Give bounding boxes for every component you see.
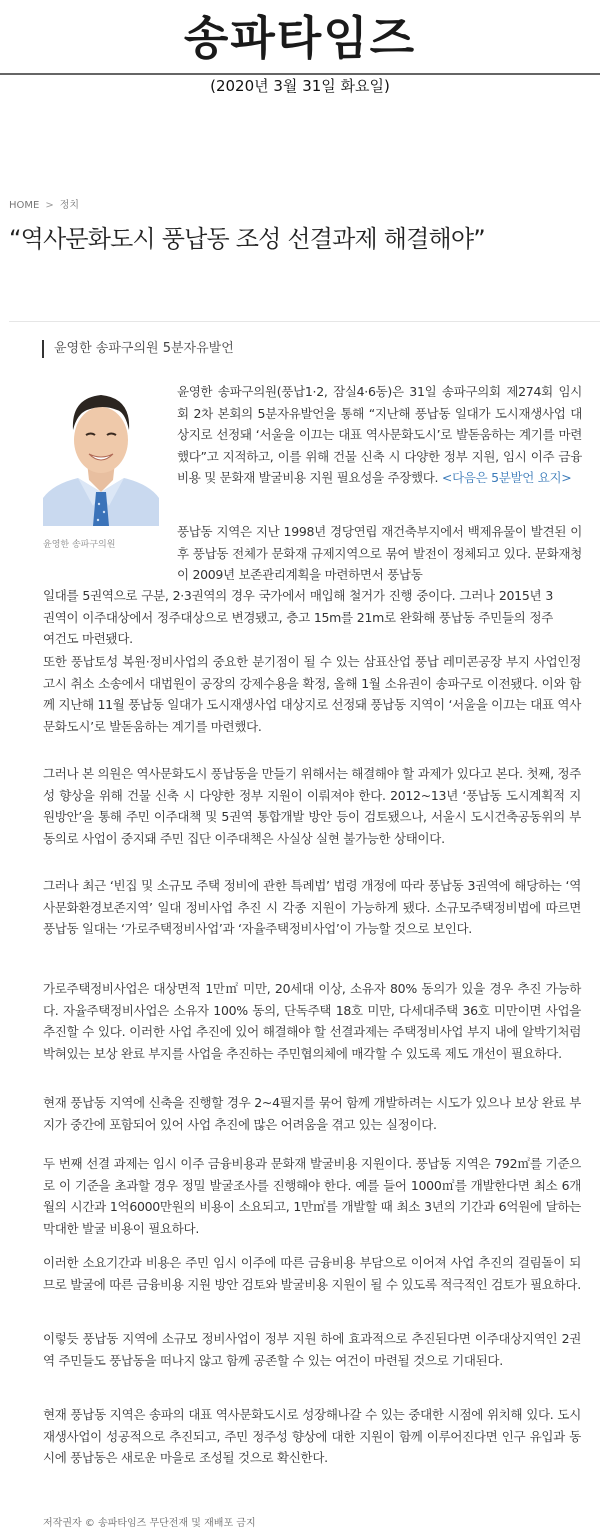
copyright-notice: 저작권자 © 송파타임즈 무단전재 및 재배포 금지 (43, 1518, 256, 1529)
speech-summary-link[interactable]: <다음은 5분발언 요지> (441, 470, 572, 485)
body-paragraph: 현재 풍납동 지역에 신축을 진행할 경우 2~4필지를 묶어 함께 개발하려는 시도가 있으나 보상 완료 부지가 중간에 포함되어 있어 사업 추진에 많은 어려움을 겪고 있는 실정이다. (43, 1095, 581, 1132)
breadcrumb-home-link[interactable]: HOME (9, 200, 40, 211)
chevron-right-icon: > (45, 200, 54, 211)
body-paragraph: 그러나 최근 ‘빈집 및 소규모 주택 정비에 관한 특례법’ 법령 개정에 따라 풍납동 3권역에 해당하는 ‘역사문화환경보존지역’ 일대 정비사업 추진 시 각종 지원이 가능하게 됐다. 소규모주택정비법에 따르면 풍납동 일대는 ‘가로주택정비사업’과 ‘자율주택정비사업’이 가능할 것으로 보인다. (43, 878, 581, 936)
article-headline: “역사문화도시 풍납동 조성 선결과제 해결해야” (9, 225, 485, 253)
masthead (0, 0, 600, 100)
breadcrumb (9, 199, 79, 213)
councilor-photo (43, 380, 159, 526)
issue-date: (2020년 3월 31일 화요일) (210, 77, 390, 95)
headline-divider (9, 321, 600, 322)
masthead-divider (0, 73, 600, 75)
article-subtitle: 윤영한 송파구의원 5분자유발언 (42, 340, 234, 358)
portrait-image-icon (43, 380, 159, 526)
photo-caption: 윤영한 송파구의원 (43, 540, 116, 550)
body-paragraph: 풍납동 지역은 지난 1998년 경당연립 재건축부지에서 백제유물이 발견된 이후 풍납동 전체가 문화재 규제지역으로 묶여 발전이 정체되고 있다. 문화재청이 2009년 보존관리계획을 마련하면서 풍납동 (177, 524, 582, 582)
body-paragraph: 이렇듯 풍납동 지역에 소규모 정비사업이 정부 지원 하에 효과적으로 추진된다면 이주대상지역인 2권역 주민들도 풍납동을 떠나지 않고 함께 공존할 수 있는 여건이 마련될 것으로 기대된다. (43, 1331, 581, 1368)
body-paragraph: 이러한 소요기간과 비용은 주민 임시 이주에 따른 금융비용 부담으로 이어져 사업 추진의 걸림돌이 되므로 발굴에 따른 금융비용 지원 방안 검토와 발굴비용 지원이 될 수 있도록 적극적인 검토가 필요하다. (43, 1255, 581, 1292)
intro-text: 윤영한 송파구의원(풍납1·2, 잠실4·6동)은 31일 송파구의회 제274회 임시회 2차 본회의 5분자유발언을 통해 “지난해 풍납동 일대가 도시재생사업 대상지로 선정돼 ‘서울을 이끄는 대표 역사문화도시’로 발돋움하는 계기를 마련했다”고 지적하고, 이를 위해 건물 신축 시 다양한 정부 지원, 임시 이주 금융비용 및 문화재 발굴비용 지원 필요성을 주장했다. (177, 384, 582, 485)
newspaper-logo: 송파타임즈 (183, 11, 417, 65)
body-paragraph: 가로주택정비사업은 대상면적 1만㎡ 미만, 20세대 이상, 소유자 80% 동의가 있을 경우 추진 가능하다. 자율주택정비사업은 소유자 100% 동의, 단독주택 18호 미만, 다세대주택 36호 미만이면 사업을 추진할 수 있다. 이러한 사업 추진에 있어 해결해야 할 선결과제는 주택정비사업 부지 내에 알박기처럼 박혀있는 보상 완료 부지를 사업을 추진하는 주민협의체에 매각할 수 있도록 제도 개선이 필요하다. (43, 981, 581, 1061)
body-paragraph: 현재 풍납동 지역은 송파의 대표 역사문화도시로 성장해나갈 수 있는 중대한 시점에 위치해 있다. 도시재생사업이 성공적으로 추진되고, 주민 정주성 향상에 대한 지원이 함께 이루어진다면 인구 유입과 동시에 풍납동은 새로운 마을로 조성될 것으로 확신한다. (43, 1407, 581, 1465)
body-paragraph: 일대를 5권역으로 구분, 2·3권역의 경우 국가에서 매입해 철거가 진행 중이다. 그러나 2015년 3권역이 이주대상에서 정주대상으로 변경됐고, 층고 15m를 21m로 완화해 풍납동 주민들의 정주 여건도 마련됐다. (43, 588, 553, 646)
body-paragraph: 그러나 본 의원은 역사문화도시 풍납동을 만들기 위해서는 해결해야 할 과제가 있다고 본다. 첫째, 정주성 향상을 위해 건물 신축 시 다양한 정부 지원이 이뤄져야 한다. 2012~13년 ‘풍납동 도시계획적 지원방안’을 통해 주민 이주대책 및 5권역 통합개발 방안 등이 검토됐으나, 서울시 도시건축공동위의 부동의로 사업이 중지돼 주민 집단 이주대책은 사실상 실현 불가능한 상태이다. (43, 766, 581, 846)
breadcrumb-section-link[interactable]: 정치 (59, 200, 80, 211)
intro-paragraph (177, 381, 582, 489)
body-paragraph: 또한 풍납토성 복원·정비사업의 중요한 분기점이 될 수 있는 삼표산업 풍납 레미콘공장 부지 사업인정 고시 취소 소송에서 대법원이 공장의 강제수용을 확정, 올해 1월 소유권이 송파구로 이전됐다. 이와 함께 지난해 11월 풍납동 일대가 도시재생사업 대상지로 선정돼 풍납동 지역이 ‘서울을 이끄는 대표 역사문화도시’로 발돋움하는 계기를 마련했다. (43, 654, 581, 734)
body-paragraph: 두 번째 선결 과제는 임시 이주 금융비용과 문화재 발굴비용 지원이다. 풍납동 지역은 792㎡를 기준으로 이 기준을 초과할 경우 정밀 발굴조사를 진행해야 한다. 예를 들어 1000㎡를 개발한다면 최소 6개월의 시간과 1억6000만원의 비용이 소요되고, 1만㎡를 개발할 때 최소 3년의 기간과 6억원에 달하는 막대한 발굴 비용이 필요하다. (43, 1156, 581, 1236)
